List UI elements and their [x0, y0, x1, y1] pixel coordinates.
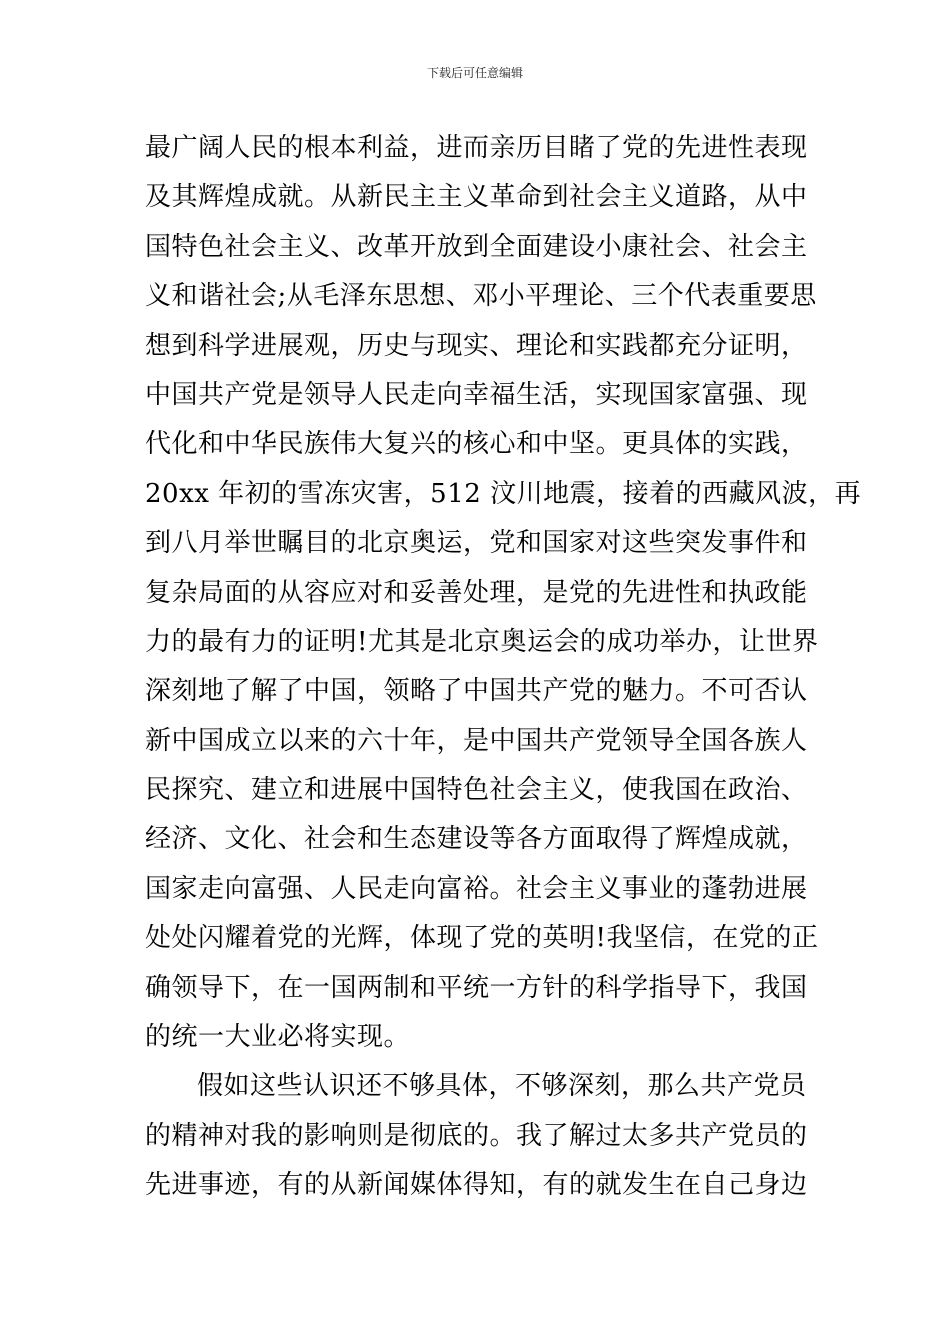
text-line: 深刻地了解了中国，领略了中国共产党的魅力。不可否认: [145, 676, 808, 707]
text-line: 义和谐社会;从毛泽东思想、邓小平理论、三个代表重要思: [145, 281, 817, 312]
text-line: 及其辉煌成就。从新民主主义革命到社会主义道路，从中: [145, 182, 808, 213]
document-body: [145, 124, 862, 1211]
text-line: 中国共产党是领导人民走向幸福生活，实现国家富强、现: [145, 379, 808, 410]
text-line: 经济、文化、社会和生态建设等各方面取得了辉煌成就，: [145, 824, 808, 855]
page-header: 下载后可任意编辑: [426, 66, 523, 80]
text-line: 力的最有力的证明!尤其是北京奥运会的成功举办，让世界: [145, 626, 819, 657]
text-line: 国家走向富强、人民走向富裕。社会主义事业的蓬勃进展: [145, 873, 808, 904]
text-line: 处处闪耀着党的光辉，体现了党的英明!我坚信，在党的正: [145, 923, 819, 954]
text-line: 确领导下，在一国两制和平统一方针的科学指导下，我国: [145, 972, 808, 1003]
text-line: 到八月举世瞩目的北京奥运，党和国家对这些突发事件和: [145, 528, 808, 559]
text-line: 新中国成立以来的六十年，是中国共产党领导全国各族人: [145, 725, 808, 756]
text-line: 的统一大业必将实现。: [145, 1022, 411, 1053]
text-line: 想到科学进展观，历史与现实、理论和实践都充分证明，: [145, 330, 808, 361]
text-line: 民探究、建立和进展中国特色社会主义，使我国在政治、: [145, 775, 808, 806]
text-line: 的精神对我的影响则是彻底的。我了解过太多共产党员的: [145, 1120, 808, 1151]
paragraph-start-line: 假如这些认识还不够具体，不够深刻，那么共产党员: [197, 1071, 807, 1102]
text-line: 最广阔人民的根本利益，进而亲历目睹了党的先进性表现: [145, 133, 808, 163]
text-line: 代化和中华民族伟大复兴的核心和中坚。更具体的实践，: [145, 429, 808, 460]
text-line: 复杂局面的从容应对和妥善处理，是党的先进性和执政能: [145, 577, 808, 608]
text-line: 先进事迹，有的从新闻媒体得知，有的就发生在自己身边: [145, 1170, 808, 1201]
text-line: 20xx 年初的雪冻灾害，512 汶川地震，接着的西藏风波，再: [145, 478, 862, 509]
text-line: 国特色社会主义、改革开放到全面建设小康社会、社会主: [145, 231, 808, 262]
